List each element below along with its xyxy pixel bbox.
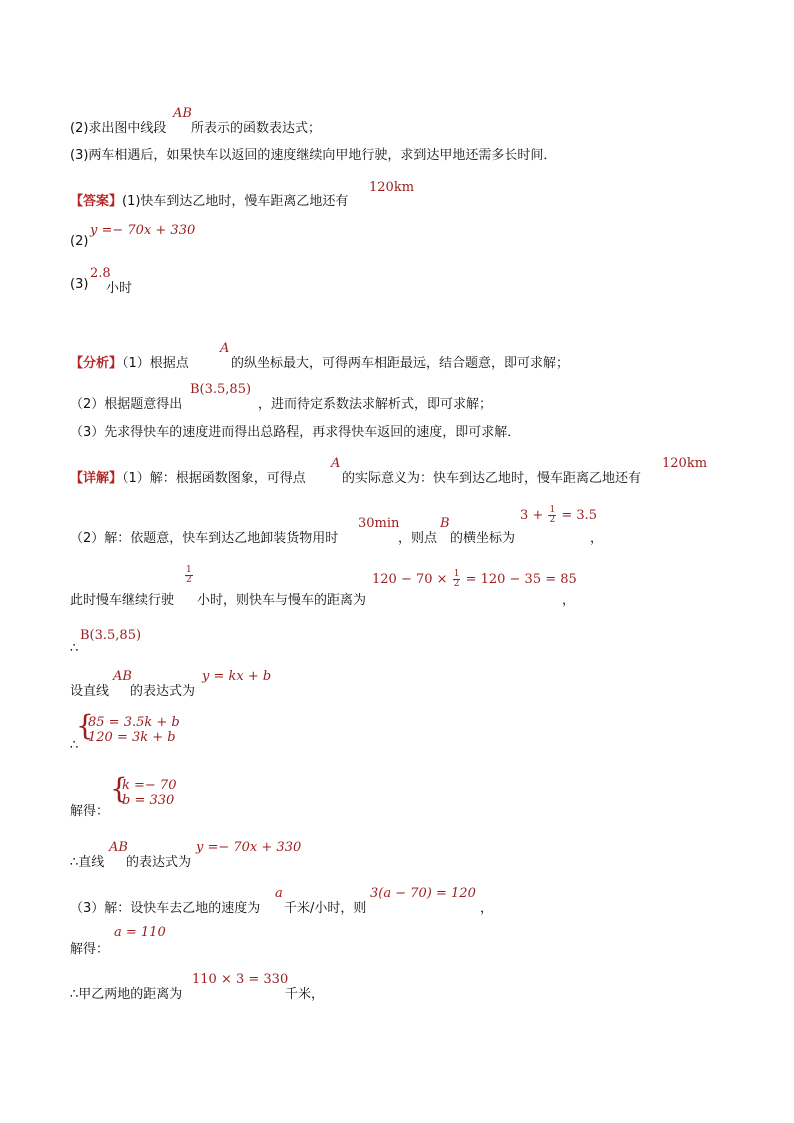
detail-l3-suffix: 小时，则快车与慢车的距离为 (197, 593, 367, 608)
answer-line-1 (70, 190, 348, 209)
answer-part1: (1)快车到达乙地时，慢车距离乙地还有 (122, 194, 349, 209)
fraction-numerator-3: 1 (453, 569, 460, 579)
detail-l8-math: y =− 70x + 330 (196, 840, 302, 855)
system-2-eq-1: k =− 70 (122, 778, 177, 793)
detail-l2-math: 30min (358, 516, 400, 531)
q2-suffix: 所表示的函数表达式； (191, 121, 322, 136)
detail-l9-end: ， (480, 901, 494, 916)
detail-l11-prefix: ∴甲乙两地的距离为 (70, 987, 183, 1002)
answer-part3-suffix: 小时 (106, 281, 133, 296)
analysis-l2-math: B(3.5,85) (190, 382, 252, 397)
detail-l2-eq-right: = 3.5 (561, 508, 598, 523)
analysis-l2-suffix: ，进而待定系数法求解析式，即可求解； (258, 397, 493, 412)
detail-l3-eq-left: 120 − 70 × (372, 572, 448, 587)
analysis-tag: 【分析】 (70, 356, 123, 371)
detail-l3-end: ， (562, 593, 576, 608)
detail-tag: 【详解】 (70, 471, 123, 486)
answer-part2-label: (2) (70, 234, 89, 249)
detail-l8-prefix: ∴直线 (70, 855, 105, 870)
detail-l4-math: B(3.5,85) (80, 628, 142, 643)
question-3: (3)两车相遇后，如果快车以返回的速度继续向甲地行驶，求到达甲地还需多长时间． (70, 148, 557, 163)
system-1-eq-1: 85 = 3.5k + b (88, 715, 180, 730)
detail-l3-equation (372, 570, 577, 589)
detail-l9-a: a (275, 886, 283, 901)
equation-system-1 (88, 715, 180, 745)
detail-l8-ab: AB (109, 840, 128, 855)
detail-l5-math: y = kx + b (202, 669, 272, 684)
detail-l9-math: 3(a − 70) = 120 (370, 886, 476, 901)
detail-l3-eq-right: = 120 − 35 = 85 (465, 572, 577, 587)
detail-l3-fraction (184, 566, 194, 585)
analysis-l1-suffix: 的纵坐标最大，可得两车相距最远，结合题意，即可求解； (231, 356, 570, 371)
detail-l5-prefix: 设直线 (70, 684, 110, 699)
detail-l2-mid2: 的横坐标为 (450, 531, 516, 546)
analysis-line-1 (70, 352, 189, 371)
detail-point-a: A (331, 456, 341, 471)
solve-label-2: 解得： (70, 942, 110, 957)
detail-l1-math: 120km (662, 456, 708, 471)
detail-l9-prefix: （3）解：设快车去乙地的速度为 (70, 901, 261, 916)
fraction-denominator: 2 (549, 515, 556, 525)
detail-l11-suffix: 千米， (285, 987, 325, 1002)
detail-l1-prefix: （1）解：根据函数图象，可得点 (122, 471, 306, 486)
detail-l8-mid: 的表达式为 (126, 855, 192, 870)
answer-part3-value: 2.8 (90, 266, 111, 281)
fraction-half-2 (185, 566, 193, 585)
analysis-line-3: （3）先求得快车的速度进而得出总路程，再求得快车返回的速度，即可求解． (70, 425, 521, 440)
therefore-symbol-2: ∴ (70, 738, 79, 753)
solve-label-1: 解得： (70, 804, 110, 819)
detail-l2-prefix: （2）解：依题意，快车到达乙地卸装货物用时 (70, 531, 339, 546)
analysis-l2-prefix: （2）根据题意得出 (70, 397, 183, 412)
detail-l2-equation (520, 506, 597, 525)
analysis-l1-prefix: （1）根据点 (122, 356, 189, 371)
q2-ab: AB (173, 106, 192, 121)
detail-l5-ab: AB (113, 669, 132, 684)
detail-l3-prefix: 此时慢车继续行驶 (70, 593, 175, 608)
detail-l9-mid: 千米/小时，则 (284, 901, 367, 916)
answer-part2-value: y =− 70x + 330 (90, 223, 196, 238)
detail-l2-end: ， (590, 531, 604, 546)
fraction-numerator-2: 1 (186, 565, 192, 575)
detail-l1-suffix: 的实际意义为：快车到达乙地时，慢车距离乙地还有 (342, 471, 642, 486)
question-2 (70, 117, 166, 136)
fraction-numerator: 1 (549, 505, 556, 515)
detail-point-b: B (440, 516, 450, 531)
detail-l5-mid: 的表达式为 (130, 684, 196, 699)
detail-l11-math: 110 × 3 = 330 (192, 972, 289, 987)
detail-line-1 (70, 467, 306, 486)
detail-l2-eq-left: 3 + (520, 508, 544, 523)
equation-system-2 (122, 778, 176, 808)
system-brace-1: { (76, 709, 94, 742)
answer-part3-label: (3) (70, 277, 89, 292)
fraction-denominator-2: 2 (186, 575, 192, 585)
fraction-half-3 (453, 570, 461, 589)
analysis-point-a: A (220, 341, 230, 356)
system-brace-2: { (110, 772, 128, 805)
detail-l10-math: a = 110 (114, 925, 166, 940)
answer-tag: 【答案】 (70, 194, 123, 209)
answer-part1-value: 120km (369, 180, 415, 195)
system-1-eq-2: 120 = 3k + b (88, 730, 176, 745)
therefore-symbol-1: ∴ (70, 641, 79, 656)
q2-prefix: (2)求出图中线段 (70, 121, 167, 136)
detail-l2-mid: ，则点 (398, 531, 438, 546)
fraction-half (548, 506, 556, 525)
fraction-denominator-3: 2 (453, 579, 460, 589)
system-2-eq-2: b = 330 (122, 793, 175, 808)
